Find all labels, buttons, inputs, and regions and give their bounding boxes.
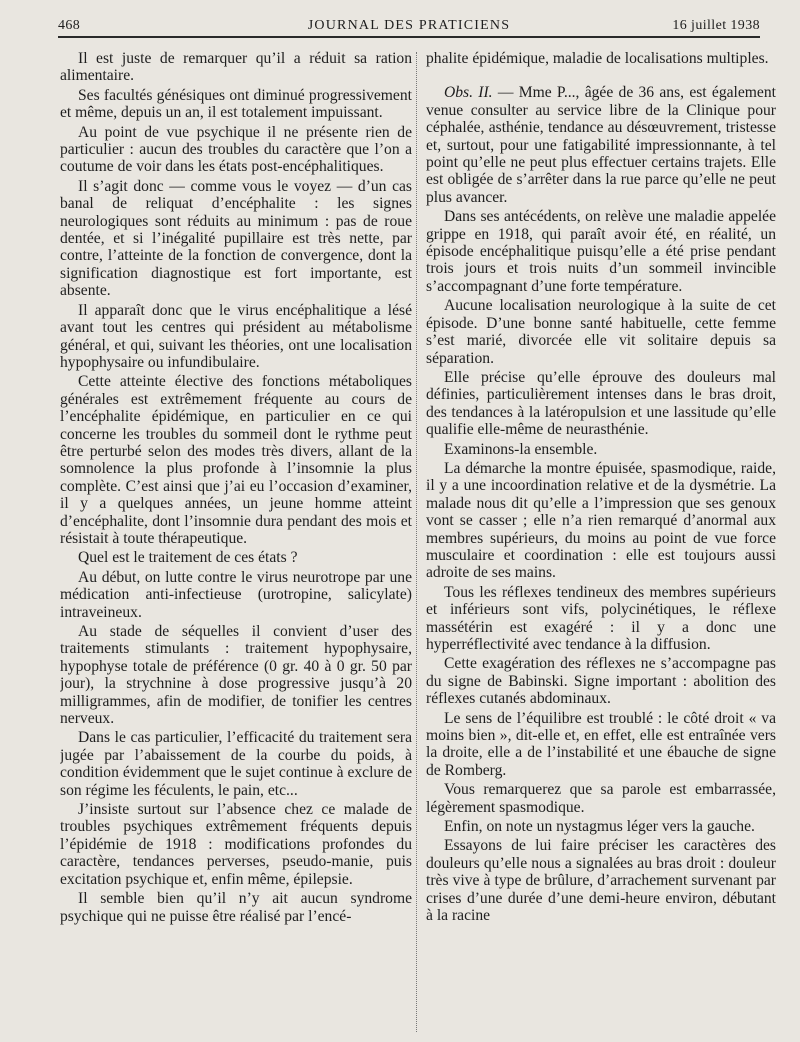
paragraph: Aucune localisation neurologique à la suite de cet épisode. D’une bonne santé habituelle, cette femme s’est marié, divorcée elle vit solitaire depuis sa séparation. bbox=[426, 297, 776, 367]
paragraph: Il est juste de remarquer qu’il a réduit sa ration alimentaire. bbox=[60, 50, 412, 85]
paragraph: Dans ses antécédents, on relève une maladie appelée grippe en 1918, qui paraît avoir été, en réalité, un épisode encéphalitique puisqu’elle a été prise pendant trois jours et trois nuits d’un sommeil invincible s’accompagnant d’une forte température. bbox=[426, 208, 776, 295]
paragraph: J’insiste surtout sur l’absence chez ce malade de troubles psychiques extrêmement fréquents depuis l’épidémie de 1918 : modifications profondes du caractère, tendances perverses, pseudo-manie, puis excitation psychique et, enfin même, épilepsie. bbox=[60, 801, 412, 888]
paragraph: Le sens de l’équilibre est troublé : le côté droit « va moins bien », dit-elle et, en effet, elle est entraînée vers la droite, elle a de l’instabilité et une ébauche de signe de Romberg. bbox=[426, 709, 776, 779]
paragraph: Examinons-la ensemble. bbox=[444, 440, 598, 458]
paragraph: Il apparaît donc que le virus encéphalitique a lésé avant tout les centres qui président au métabolisme général, et qui, suivant les théories, ont une localisation hypophysaire ou infundibulaire. bbox=[60, 301, 412, 371]
paragraph: Quel est le traitement de ces états ? bbox=[78, 549, 298, 567]
paragraph: Elle précise qu’elle éprouve des douleurs mal définies, particulièrement intenses dans le bras droit, des tendances à la latéropulsion et une lassitude qu’elle qualifie elle-même de neurasthénie. bbox=[426, 368, 776, 439]
header-rule bbox=[58, 36, 760, 38]
paragraph-continuation: phalite épidémique, maladie de localisations multiples. bbox=[426, 50, 769, 67]
paragraph: Tous les réflexes tendineux des membres supérieurs et inférieurs sont vifs, polycinétiques, le réflexe massétérin est exagéré : il y a donc une hyperréflectivité avec tendance à la diffusion. bbox=[426, 583, 776, 653]
paragraph: Essayons de lui faire préciser les caractères des douleurs qu’elle nous a signalées au bras droit : douleur très vive à type de brûlure, d’arrachement survenant par crises d’une durée d’une demi-heure environ, débutant à la racine bbox=[426, 837, 776, 925]
paragraph: Au début, on lutte contre le virus neurotrope par une médication anti-infectieuse (urotropine, salicylate) intraveineux. bbox=[60, 568, 412, 621]
paragraph: Cette atteinte élective des fonctions métaboliques générales est extrêmement fréquente au cours de l’encéphalite épidémique, en particulier en ce qui concerne les troubles du sommeil dont le rythme peut être perturbé selon des modes très divers, allant de la somnolence la plus profonde à l’insomnie la plus complète. C’est ainsi que j’ai eu l’occasion d’examiner, il y a quelques années, un jeune homme atteint d’encéphalite, dont l’insomnie dura pendant des mois et résistait à toute thérapeutique. bbox=[60, 373, 412, 547]
page-number: 468 bbox=[58, 18, 81, 33]
right-column bbox=[426, 50, 776, 1030]
issue-date: 16 juillet 1938 bbox=[672, 18, 760, 33]
paragraph: La démarche la montre épuisée, spasmodique, raide, il y a une incoordination relative et de la dysmétrie. La malade nous dit qu’elle a l’impression que ses genoux vont se casser ; elle n’a rien remarqué d’anormal aux membres supérieurs, du moins au point de vue force musculaire et coordination : elle est toujours aussi adroite de ses mains. bbox=[426, 459, 776, 582]
paragraph: Ses facultés génésiques ont diminué progressivement et même, depuis un an, il est totalement impuissant. bbox=[60, 86, 412, 122]
paragraph: Il s’agit donc — comme vous le voyez — d’un cas banal de reliquat d’encéphalite : les signes neurologiques sont réduits au minimum : pas de roue dentée, et si l’inégalité pupillaire est très nette, par contre, l’atteinte de la fonction de convergence, dont la signification diagnostique est fort importante, est absente. bbox=[60, 177, 412, 300]
paragraph: Au stade de séquelles il convient d’user des traitements stimulants : traitement hypophysaire, hypophyse totale de préférence (0 gr. 40 à 0 gr. 50 par jour), la strychnine à dose progressive jusqu’à 20 milligrammes, afin de modifier, de tonifier les centres nerveux. bbox=[60, 623, 412, 728]
paragraph: Dans le cas particulier, l’efficacité du traitement sera jugée par l’abaissement de la courbe du poids, à condition évidemment que le sujet continue à exclure de son régime les féculents, le pain, etc... bbox=[60, 729, 412, 799]
observation-label: Obs. II. bbox=[444, 84, 493, 102]
paragraph: Enfin, on note un nystagmus léger vers la gauche. bbox=[444, 818, 755, 836]
left-column bbox=[60, 50, 412, 1030]
paragraph: Il semble bien qu’il n’y ait aucun syndrome psychique qui ne puisse être réalisé par l’encé- bbox=[60, 890, 412, 925]
paragraph: Vous remarquerez que sa parole est embarrassée, légèrement spasmodique. bbox=[426, 781, 776, 816]
journal-title: JOURNAL DES PRATICIENS bbox=[307, 18, 511, 33]
observation-text: — Mme P..., âgée de 36 ans, est également venue consulter au service libre de la Clinique pour céphalée, asthénie, tendance au désœuvrement, tristesse et, surtout, pour une fatigabilité impressionnante, à tel point qu’elle ne peut plus effectuer certains trajets. Elle est obligée de s’arrêter dans la rue parce qu’elle ne peut plus avancer. bbox=[426, 84, 776, 206]
paragraph: Au point de vue psychique il ne présente rien de particulier : aucun des troubles du caractère que l’on a coutume de voir dans les états post-encéphalitiques. bbox=[60, 123, 412, 176]
observation-paragraph bbox=[426, 84, 776, 206]
paragraph: Cette exagération des réflexes ne s’accompagne pas du signe de Babinski. Signe important : abolition des réflexes cutanés abdominaux. bbox=[426, 655, 776, 708]
column-divider bbox=[416, 52, 417, 1032]
